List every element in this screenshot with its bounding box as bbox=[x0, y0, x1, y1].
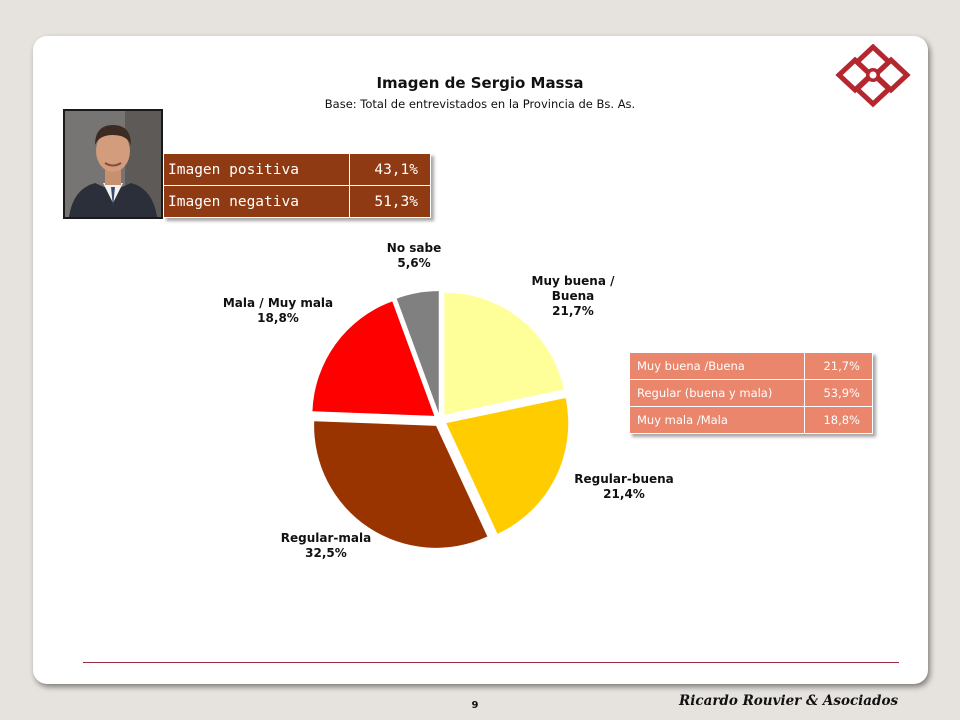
summary-label: Imagen positiva bbox=[164, 154, 350, 186]
pie-label-mala bbox=[223, 296, 333, 326]
breakdown-label: Regular (buena y mala) bbox=[630, 380, 805, 407]
breakdown-value: 21,7% bbox=[805, 353, 873, 380]
table-row bbox=[630, 353, 873, 380]
footer-brand: Ricardo Rouvier & Asociados bbox=[679, 693, 899, 709]
chart-title: Imagen de Sergio Massa bbox=[376, 74, 584, 92]
pie-label-no-sabe bbox=[387, 241, 441, 271]
breakdown-label: Muy mala /Mala bbox=[630, 407, 805, 434]
pie-label-regular-buena bbox=[574, 472, 674, 502]
slice-name: Mala / Muy mala bbox=[222, 296, 334, 310]
breakdown-value: 18,8% bbox=[805, 407, 873, 434]
summary-value: 43,1% bbox=[350, 154, 431, 186]
table-row bbox=[630, 380, 873, 407]
summary-value: 51,3% bbox=[350, 186, 431, 218]
summary-label: Imagen negativa bbox=[164, 186, 350, 218]
slice-value: 21,7% bbox=[552, 304, 594, 318]
page-number: 9 bbox=[471, 700, 479, 711]
footer-divider bbox=[83, 662, 899, 663]
slice-name: No sabe bbox=[386, 241, 442, 255]
table-row bbox=[630, 407, 873, 434]
slice-name: Regular-buena bbox=[574, 472, 674, 486]
slice-value: 5,6% bbox=[397, 256, 431, 270]
slice-value: 18,8% bbox=[257, 311, 299, 325]
slice-name: Muy buena / Buena bbox=[531, 274, 615, 303]
chart-subtitle: Base: Total de entrevistados en la Provincia de Bs. As. bbox=[324, 97, 636, 111]
slice-name: Regular-mala bbox=[280, 531, 372, 545]
breakdown-value: 53,9% bbox=[805, 380, 873, 407]
pie-label-regular-mala bbox=[281, 531, 371, 561]
breakdown-label: Muy buena /Buena bbox=[630, 353, 805, 380]
slice-value: 32,5% bbox=[305, 546, 347, 560]
slice-value: 21,4% bbox=[603, 487, 645, 501]
pie-label-muy-buena bbox=[523, 274, 623, 319]
breakdown-table bbox=[629, 352, 873, 434]
